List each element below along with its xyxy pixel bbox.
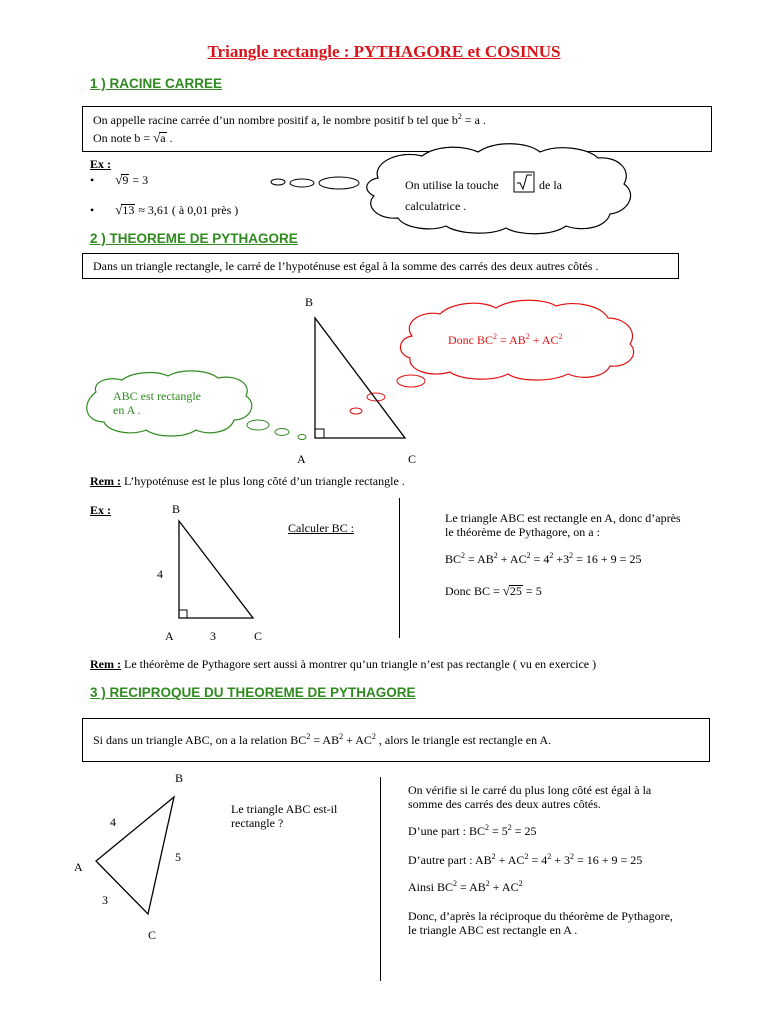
converse-vertex-B: B <box>175 771 184 785</box>
solution-line-4: Donc BC = √25 = 5 <box>445 583 542 598</box>
converse-side-4: 4 <box>110 815 116 829</box>
reasoning-line-5: Ainsi $BC^2 = AB^2 + AC^2$ <box>408 879 523 894</box>
vertex-label-C: C <box>408 452 417 466</box>
divider-2 <box>380 777 381 981</box>
definition-line-2: On note b = √a . <box>93 130 173 145</box>
example-label-2: Ex : <box>90 503 111 517</box>
green-bubble-line-2: en A . <box>113 403 141 417</box>
vertex-label-B: B <box>305 295 314 309</box>
question-line-2: rectangle ? <box>231 816 284 830</box>
converse-statement: Si dans un triangle ABC, on a la relation $BC^2 = AB^2 + AC^2$ , alors le triangle est rectangle en A. <box>93 732 552 747</box>
green-bubble-line-1: ABC est rectangle <box>113 389 201 403</box>
bubble-text-2: de la <box>539 178 562 192</box>
example-1: • √9 = 3 <box>90 172 149 187</box>
solution-line-1: Le triangle ABC est rectangle en A, donc d’après <box>445 511 681 525</box>
remark-1: Rem : L’hypoténuse est le plus long côté d’un triangle rectangle . <box>90 474 405 488</box>
converse-vertex-C: C <box>148 928 157 942</box>
example-vertex-C: C <box>254 629 263 643</box>
remark-2: Rem : Le théorème de Pythagore sert aussi à montrer qu’un triangle n’est pas rectangle ( vu en exercice ) <box>90 657 597 671</box>
example-vertex-A: A <box>165 629 174 643</box>
bubble-text-3: calculatrice . <box>405 199 467 213</box>
reasoning-line-3: D’une part : $BC^2 = 5^2 = 25$ <box>408 823 537 838</box>
example-label: Ex : <box>90 157 111 171</box>
vertex-label-A: A <box>297 452 306 466</box>
section-1-heading: 1 ) RACINE CARREE <box>90 76 223 91</box>
definition-line-1: On appelle racine carrée d’un nombre positif a, le nombre positif b tel que $b^2 = a$ . <box>93 112 486 127</box>
section-2-heading: 2 ) THEOREME DE PYTHAGORE <box>90 231 298 246</box>
reasoning-line-1: On vérifie si le carré du plus long côté est égal à la <box>408 783 652 797</box>
converse-side-3: 3 <box>102 893 108 907</box>
page-title: Triangle rectangle : PYTHAGORE et COSINUS <box>207 42 561 61</box>
converse-vertex-A: A <box>74 860 83 874</box>
converse-side-5: 5 <box>175 850 181 864</box>
example-side-3: 3 <box>210 629 216 643</box>
bubble-text-1: On utilise la touche <box>405 178 499 192</box>
example-side-4: 4 <box>157 567 163 581</box>
section-3-heading: 3 ) RECIPROQUE DU THEOREME DE PYTHAGORE <box>90 685 416 700</box>
calculate-bc: Calculer BC : <box>288 521 354 535</box>
reasoning-line-7: le triangle ABC est rectangle en A . <box>408 923 578 937</box>
reasoning-line-2: somme des carrés des deux autres côtés. <box>408 797 601 811</box>
red-bubble-text: Donc $BC^2 = AB^2 + AC^2$ <box>448 332 563 347</box>
example-2: • √13 ≈ 3,61 ( à 0,01 près ) <box>90 202 239 217</box>
reasoning-line-4: D’autre part : $AB^2 + AC^2 = 4^2 + 3^2 = 16 + 9 = 25$ <box>408 852 643 867</box>
theorem-statement: Dans un triangle rectangle, le carré de l’hypoténuse est égal à la somme des carrés des deux autres côtés . <box>93 259 599 273</box>
example-vertex-B: B <box>172 502 181 516</box>
reasoning-line-6: Donc, d’après la réciproque du théorème de Pythagore, <box>408 909 673 923</box>
solution-line-3: $BC^2 = AB^2 + AC^2 = 4^2 +3^2 = 16 + 9 = 25$ <box>445 551 642 566</box>
question-line-1: Le triangle ABC est-il <box>231 802 338 816</box>
solution-line-2: le théorème de Pythagore, on a : <box>445 525 600 539</box>
